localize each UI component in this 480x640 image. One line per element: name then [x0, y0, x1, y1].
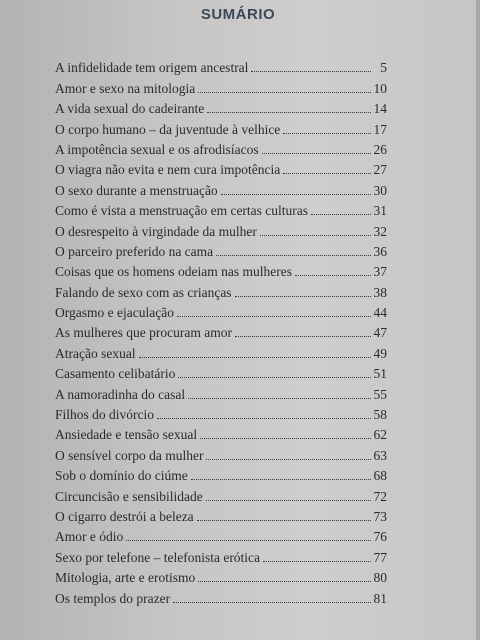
- toc-entry-page-number: 14: [373, 101, 387, 117]
- page-edge: [476, 0, 480, 640]
- dot-leader: [295, 274, 371, 276]
- toc-entry-title: Coisas que os homens odeiam nas mulheres: [55, 264, 292, 280]
- toc-entry-page-number: 36: [373, 243, 387, 259]
- toc-entry-title: Ansiedade e tensão sexual: [55, 427, 198, 443]
- toc-entry-title: Circuncisão e sensibilidade: [55, 488, 203, 504]
- toc-entry-page-number: 5: [380, 60, 387, 76]
- toc-entry: [55, 219, 387, 239]
- dot-leader: [207, 111, 371, 113]
- toc-entry: [55, 362, 387, 382]
- toc-entry-page-number: 38: [373, 284, 387, 300]
- toc-entry: [55, 443, 387, 463]
- toc-entry: [55, 76, 387, 96]
- toc-entry: [55, 464, 387, 484]
- toc-entry-page-number: 73: [373, 508, 387, 524]
- toc-entry-title: Sexo por telefone – telefonista erótica: [55, 549, 261, 565]
- dot-leader: [235, 295, 371, 297]
- toc-entry-title: A namoradinha do casal: [55, 386, 186, 402]
- toc-entry-page-number: 63: [373, 447, 387, 463]
- toc-entry-title: O cigarro destrói a beleza: [55, 508, 194, 524]
- toc-entry: [55, 382, 387, 402]
- toc-entry: [55, 525, 387, 545]
- toc-entry-title: O viagra não evita e nem cura impotência: [55, 162, 281, 178]
- dot-leader: [283, 132, 371, 134]
- toc-entry-title: As mulheres que procuram amor: [55, 325, 232, 341]
- dot-leader: [311, 213, 371, 215]
- toc-entry-page-number: 55: [373, 386, 387, 402]
- dot-leader: [262, 152, 371, 154]
- toc-entry-title: O sexo durante a menstruação: [55, 182, 218, 198]
- toc-entry-page-number: 27: [373, 162, 387, 178]
- toc-entry: [55, 505, 387, 525]
- dot-leader: [206, 458, 371, 460]
- toc-entry: [55, 484, 387, 504]
- toc-entry-title: Atração sexual: [55, 345, 136, 361]
- dot-leader: [263, 560, 371, 562]
- toc-entry: [55, 280, 387, 300]
- toc-entry: [55, 56, 387, 76]
- dot-leader: [198, 580, 371, 582]
- toc-entry-title: O sensível corpo da mulher: [55, 447, 204, 463]
- toc-entry-page-number: 30: [373, 182, 387, 198]
- toc-entry-page-number: 68: [373, 468, 387, 484]
- toc-entry-page-number: 51: [373, 366, 387, 382]
- toc-entry-title: Amor e sexo na mitologia: [55, 80, 196, 96]
- toc-entry-title: O corpo humano – da juventude à velhice: [55, 121, 281, 137]
- toc-entry: [55, 545, 387, 565]
- dot-leader: [139, 356, 371, 358]
- dot-leader: [157, 417, 371, 419]
- toc-entry-title: A infidelidade tem origem ancestral: [55, 60, 249, 76]
- toc-entry-page-number: 49: [373, 345, 387, 361]
- toc-entry-page-number: 47: [373, 325, 387, 341]
- table-of-contents: [55, 56, 387, 607]
- dot-leader: [235, 335, 371, 337]
- toc-entry-title: O desrespeito à virgindade da mulher: [55, 223, 257, 239]
- toc-entry-page-number: 17: [373, 121, 387, 137]
- dot-leader: [198, 91, 371, 93]
- toc-entry-page-number: 80: [373, 570, 387, 586]
- dot-leader: [191, 478, 371, 480]
- toc-entry-title: Como é vista a menstruação em certas culturas: [55, 203, 309, 219]
- toc-entry-page-number: 31: [373, 203, 387, 219]
- toc-entry: [55, 178, 387, 198]
- dot-leader: [216, 254, 371, 256]
- dot-leader: [200, 437, 371, 439]
- dot-leader: [178, 376, 371, 378]
- toc-entry: [55, 423, 387, 443]
- dot-leader: [173, 601, 371, 603]
- toc-entry-page-number: 62: [373, 427, 387, 443]
- toc-entry-page-number: 44: [373, 305, 387, 321]
- dot-leader: [126, 539, 371, 541]
- toc-entry-page-number: 76: [373, 529, 387, 545]
- toc-entry: [55, 586, 387, 606]
- toc-entry-page-number: 81: [373, 590, 387, 606]
- toc-entry: [55, 240, 387, 260]
- toc-entry: [55, 321, 387, 341]
- toc-entry-page-number: 32: [373, 223, 387, 239]
- toc-entry-title: Os templos do prazer: [55, 590, 171, 606]
- toc-entry: [55, 97, 387, 117]
- toc-entry-title: Sob o domínio do ciúme: [55, 468, 188, 484]
- page-title: SUMÁRIO: [200, 6, 276, 23]
- dot-leader: [197, 519, 371, 521]
- toc-entry: [55, 199, 387, 219]
- toc-entry: [55, 138, 387, 158]
- toc-entry-page-number: 72: [373, 488, 387, 504]
- toc-entry-title: A impotência sexual e os afrodisíacos: [55, 141, 259, 157]
- toc-entry: [55, 566, 387, 586]
- toc-entry: [55, 117, 387, 137]
- toc-entry-page-number: 37: [373, 264, 387, 280]
- toc-entry-page-number: 58: [373, 407, 387, 423]
- toc-entry-title: Casamento celibatário: [55, 366, 176, 382]
- toc-entry-title: A vida sexual do cadeirante: [55, 101, 205, 117]
- toc-entry-title: Amor e ódio: [55, 529, 124, 545]
- toc-entry-title: Orgasmo e ejaculação: [55, 305, 174, 321]
- toc-entry-title: O parceiro preferido na cama: [55, 243, 214, 259]
- toc-entry-page-number: 26: [373, 141, 387, 157]
- dot-leader: [221, 193, 371, 195]
- dot-leader: [251, 70, 371, 72]
- toc-entry: [55, 341, 387, 361]
- toc-entry: [55, 301, 387, 321]
- dot-leader: [283, 172, 371, 174]
- dot-leader: [177, 315, 371, 317]
- toc-entry-page-number: 10: [373, 80, 387, 96]
- toc-entry-page-number: 77: [373, 549, 387, 565]
- toc-entry: [55, 158, 387, 178]
- toc-entry-title: Falando de sexo com as crianças: [55, 284, 232, 300]
- toc-entry: [55, 260, 387, 280]
- dot-leader: [260, 234, 371, 236]
- dot-leader: [206, 499, 371, 501]
- dot-leader: [188, 397, 371, 399]
- toc-entry-title: Filhos do divórcio: [55, 407, 155, 423]
- toc-entry: [55, 403, 387, 423]
- toc-entry-title: Mitologia, arte e erotismo: [55, 570, 196, 586]
